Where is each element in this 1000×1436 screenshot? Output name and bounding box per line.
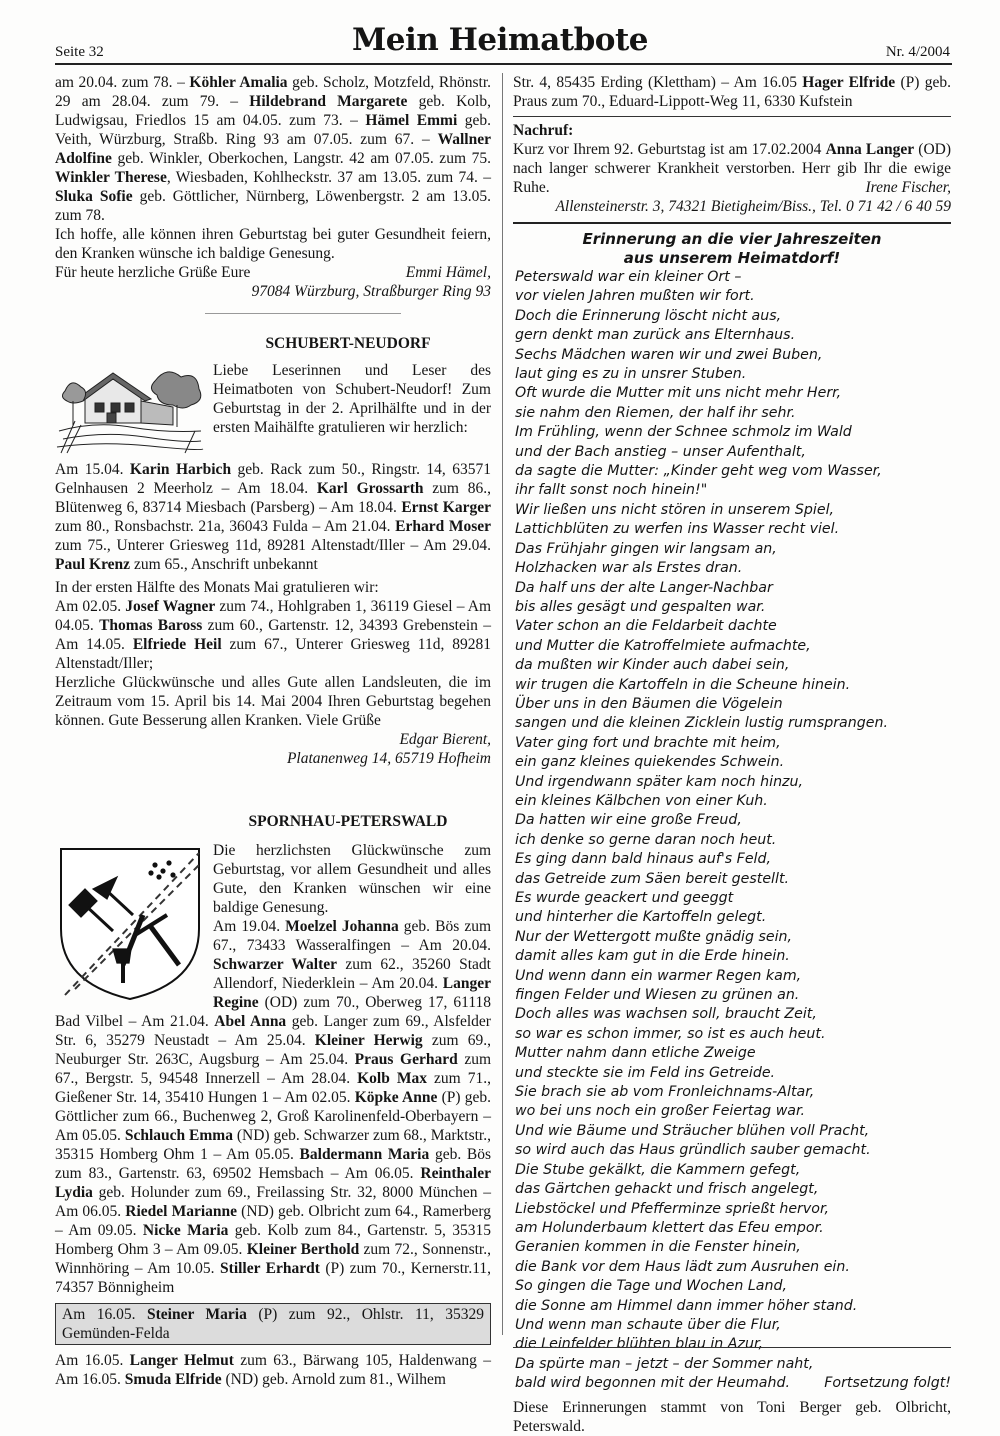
text-run: geb. Scholz, Motzfeld, Rhönstr. 29 am 28.04. zum 79. – — [55, 74, 491, 110]
schubert-may-birthdays — [55, 597, 491, 673]
text-run: Ich hoffe, alle können ihren Geburtstag bei guter Gesundheit feiern, den Kranken wünsche ich baldige Genesung. — [55, 226, 491, 262]
text-run: (P) geb. Göttlicher zum 66., Buchenweg 2, Groß Karolinenfeld-Oberbayern – Am 05.05. — [55, 1089, 491, 1144]
text-run: geb. Winkler, Oberkochen, Langstr. 42 am 07.05. zum 75. — [111, 150, 491, 167]
text-run: zum 62., 35260 Stadt Allendorf, Niederklein – Am 20.04. — [213, 956, 491, 992]
text-run: In der ersten Hälfte des Monats Mai gratulieren wir: — [55, 579, 379, 596]
left-column — [55, 73, 491, 1389]
text-run: (ND) geb. Arnold zum 81., Wilhem — [221, 1371, 446, 1388]
text-run: Die herzlichsten Glückwünsche zum Geburtstag, vor allem Gesundheit und alles Gute, den Kranken wünschen wir eine baldige Genesung. — [213, 842, 491, 916]
coat-of-arms-image — [55, 845, 205, 1003]
poem-line: das Gärtchen gehackt und frisch angelegt, — [515, 1181, 819, 1198]
nachruf-heading: Nachruf: — [513, 122, 574, 139]
name-bold: Kleiner Herwig — [314, 1032, 423, 1049]
greeting-row — [55, 263, 491, 282]
name-bold: Elfriede Heil — [132, 636, 222, 653]
name-bold: Langer Helmut — [129, 1352, 234, 1369]
text-run: zum 74., Hohlgraben 1, 36119 Giesel – Am 04.05. — [55, 598, 492, 634]
text-run: geb. Kolb, Ludwigsau, Friedlos 15 am 04.05. zum 73. – — [55, 93, 491, 129]
poem-line: die Sonne am Himmel dann immer höher stand. — [515, 1297, 858, 1314]
poem-line: Mutter nahm dann etliche Zweige — [515, 1045, 756, 1062]
house-illustration — [55, 361, 205, 456]
poem-line: so wird auch das Haus gründlich sauber gemacht. — [515, 1142, 871, 1159]
text-run: Am 16.05. — [55, 1352, 130, 1369]
page-number: Seite 32 — [55, 44, 104, 60]
poem-line: Vater schon an die Feldarbeit dachte — [515, 618, 777, 635]
text-run: (OD) zum 70., Oberweg 17, 61118 Bad Vilbel – Am 21.04. — [55, 994, 491, 1030]
nachruf-signature: Irene Fischer, — [865, 179, 951, 196]
poem-line: da sagte die Mutter: „Kinder geht weg vom Wasser, — [515, 463, 882, 480]
poem-line: ich denke so gerne daran noch heut. — [515, 831, 777, 848]
poem-line: Und irgendwann später kam noch hinzu, — [515, 773, 804, 790]
signature-address-2: Platanenweg 14, 65719 Hofheim — [286, 750, 491, 767]
poem-title-line: Erinnerung an die vier Jahreszeiten — [582, 230, 882, 248]
text-run: geb. Holunder zum 69., Freilassing Str. 32, 8000 München – Am 06.05. — [55, 1184, 491, 1220]
section-title-schubert-neudorf: SCHUBERT-NEUDORF — [265, 335, 431, 352]
text-run: zum 75., Unterer Griesweg 11d, 89281 Altenstadt/Iller – Am 29.04. — [55, 537, 491, 554]
text-run: Kurz vor Ihrem 92. Geburtstag ist am 17.02.2004 — [513, 141, 826, 158]
text-run: am 20.04. zum 78. – — [55, 74, 190, 91]
poem-line: bis alles gesägt und gespalten war. — [515, 598, 766, 615]
column-divider — [502, 73, 503, 1335]
poem-line: am Holunderbaum klettert das Efeu empor. — [515, 1219, 824, 1236]
poem-line: sie nahm den Riemen, der half ihr sehr. — [515, 404, 796, 421]
continued-birthdays — [513, 73, 951, 111]
poem-line: und steckte sie im Feld ins Getreide. — [515, 1064, 776, 1081]
poem-line: die Bank vor dem Haus lädt zum Ausruhen ein. — [515, 1258, 850, 1275]
poem-line: Es ging dann bald hinaus auf's Feld, — [515, 851, 772, 868]
poem-line: Und wenn dann ein warmer Regen kam, — [515, 967, 802, 984]
poem-line: ein kleines Kälbchen von einer Kuh. — [515, 792, 768, 809]
poem-line: Es wurde geackert und geeggt — [515, 890, 734, 906]
poem-body — [513, 268, 951, 1374]
name-bold: Kolb Max — [357, 1070, 428, 1087]
text-run: , Wiesbaden, Kohlheckstr. 37 am 13.05. zum 74. – — [166, 169, 491, 186]
poem-line: Holzhacken war als Erstes dran. — [515, 560, 743, 577]
name-bold: Riedel Marianne — [125, 1203, 238, 1220]
name-bold: Reinthaler Lydia — [55, 1165, 491, 1201]
poem-line: Über uns in den Bäumen die Vögelein — [515, 695, 783, 712]
masthead-title: Mein Heimatbote — [351, 22, 649, 58]
text-run: (OD) nach langer schwerer Krankheit verstorben. Herr gib Ihr die ewige Ruhe. — [513, 141, 952, 196]
poem-line: das Getreide zum Säen bereit gestellt. — [515, 870, 790, 887]
intro-wish — [55, 225, 491, 263]
text-run: zum 69., Neuburger Str. 263C, Augsburg – Am 25.04. — [55, 1032, 491, 1068]
signature-address: 97084 Würzburg, Straßburger Ring 93 — [251, 283, 491, 300]
continuation-note: Fortsetzung folgt! — [824, 1375, 951, 1392]
intro-paragraph — [55, 73, 491, 225]
signature-name: Emmi Hämel, — [405, 264, 491, 281]
poem-line: die Leinfelder blühten blau in Azur, — [515, 1336, 763, 1353]
poem-line: Nur der Wettergott mußte gnädig sein, — [515, 928, 793, 945]
text-run: geb. Kolb zum 84., Gartenstr. 5, 35315 Homberg Ohm 3 – Am 09.05. — [55, 1222, 491, 1258]
poem-line: so war es schon immer, so ist es auch heut. — [515, 1025, 826, 1042]
poem-line: gern denkt man zurück ans Elternhaus. — [515, 327, 796, 344]
poem-line: Doch alles was wachsen soll, braucht Zeit, — [515, 1006, 817, 1023]
poem-divider — [513, 222, 951, 224]
name-bold: Thomas Baross — [99, 617, 203, 634]
bottom-rule — [513, 1347, 951, 1348]
poem-line: Die Stube gekälkt, die Kammern gefegt, — [515, 1161, 801, 1178]
final-birthdays — [55, 1351, 491, 1389]
text-run: zum 86., Blütenweg 6, 83714 Miesbach (Parsberg) – Am 18.04. — [55, 480, 492, 516]
text-run: zum 80., Ronsbachstr. 21a, 36043 Fulda – Am 21.04. — [55, 518, 396, 535]
text-run: Am 15.04. — [55, 461, 130, 478]
poem-line: Und wenn man schaute über die Flur, — [515, 1316, 781, 1333]
text-run: Am 16.05. — [62, 1306, 147, 1323]
text-run: zum 72., Sonnenstr., Winnhöring – Am 10.05. — [55, 1241, 491, 1277]
name-bold: Smuda Elfride — [124, 1371, 222, 1388]
signature-name-2: Edgar Bierent, — [399, 731, 491, 748]
name-bold: Hager Elfride — [802, 74, 896, 91]
name-bold: Abel Anna — [214, 1013, 287, 1030]
poem-line: vor vielen Jahren mußten wir fort. — [515, 288, 755, 305]
text-run: geb. Bös zum 67., 73433 Wasseralfingen – Am 20.04. — [213, 918, 492, 954]
poem-line: Oft wurde die Mutter mit uns nicht mehr Herr, — [515, 385, 842, 402]
name-bold: Baldermann Maria — [299, 1146, 430, 1163]
poem-line: Da hatten wir eine große Freud, — [515, 812, 742, 829]
poem-line: Lattichblüten zu werfen ins Wasser recht viel. — [515, 521, 840, 538]
text-run: (ND) geb. Schwarzer zum 68., Marktstr., 35315 Homberg Ohm 1 – Am 05.05. — [55, 1127, 491, 1163]
poem-line: Doch die Erinnerung löscht nicht aus, — [515, 307, 782, 324]
text-run: Herzliche Glückwünsche und alles Gute allen Landsleuten, die im Zeitraum vom 15. April bis 14. Mai 2004 Ihren Geburtstag begehen können. Gute Besserung allen Kranken. Viele Grüße — [55, 674, 491, 729]
name-bold: Josef Wagner — [125, 598, 216, 615]
name-bold: Steiner Maria — [146, 1306, 247, 1323]
poem-line: wir trugen die Kartoffeln in die Scheune hinein. — [515, 676, 851, 693]
poem-line: ein ganz kleines quiekendes Schwein. — [515, 754, 785, 771]
name-bold: Paul Krenz — [55, 556, 131, 573]
poem-title — [513, 230, 951, 268]
name-bold: Köpke Anne — [354, 1089, 438, 1106]
name-bold: Wallner Adolfine — [55, 131, 491, 167]
text-run: zum 71., Gießener Str. 14, 35410 Hungen 1 – Am 02.05. — [55, 1070, 491, 1106]
poem-line: Peterswald war ein kleiner Ort – — [515, 269, 742, 285]
header-rule — [55, 63, 952, 65]
text-run: (ND) geb. Olbricht zum 64., Ramerberg – Am 09.05. — [55, 1203, 492, 1239]
schubert-may-intro — [55, 578, 491, 597]
text-run: zum 65., Anschrift unbekannt — [130, 556, 318, 573]
poem-line: und der Bach anstieg – unser Aufenthalt, — [515, 443, 806, 460]
name-bold: Langer Regine — [213, 975, 491, 1011]
name-bold: Schlauch Emma — [124, 1127, 233, 1144]
text-run: Liebe Leserinnen und Leser des Heimatboten von Schubert-Neudorf! Zum Geburtstag in der 2. Aprilhälfte und in der ersten Maihälfte gratulieren wir herzlich: — [213, 362, 491, 436]
text-run: Str. 4, 85435 Erding (Klettham) – Am 16.05 — [513, 74, 803, 91]
poem-line: damit alles kam gut in die Erde hinein. — [515, 948, 790, 965]
text-run: geb. Rack zum 50., Ringstr. 14, 63571 Gelnhausen 2 Meerholz – Am 18.04. — [55, 461, 491, 497]
name-bold: Ernst Karger — [401, 499, 491, 516]
nachruf-text — [513, 140, 951, 197]
poem-line: Im Frühling, wenn der Schnee schmolz im Wald — [515, 424, 852, 441]
text-run: geb. Bös zum 83., Gartenstr. 63, 69502 Hemsbach – Am 06.05. — [55, 1146, 492, 1182]
poem-line: Sechs Mädchen waren wir und zwei Buben, — [515, 346, 823, 363]
poem-line: und Mutter die Katroffelmiete aufmachte, — [515, 637, 811, 654]
poem-line: Geranien kommen in die Fenster hinein, — [515, 1239, 801, 1256]
poem-line: Vater ging fort und brachte mit heim, — [515, 734, 781, 751]
text-run: geb. Veith, Würzburg, Straßb. Ring 93 am 07.05. zum 67. – — [55, 112, 492, 148]
text-run: (P) geb. Praus zum 70., Eduard-Lippott-Weg 11, 6330 Kufstein — [513, 74, 952, 110]
text-run: Am 02.05. — [55, 598, 126, 615]
poem-line: sangen und die kleinen Zicklein lustig rumsprangen. — [515, 715, 888, 732]
poem-line: Und wie Bäume und Sträucher blühen voll Pracht, — [515, 1122, 870, 1139]
greeting-text: Für heute herzliche Grüße Eure — [55, 264, 251, 281]
text-run: Am 19.04. — [213, 918, 286, 935]
section-divider — [205, 313, 401, 314]
nachruf-address: Allensteinerstr. 3, 74321 Bietigheim/Biss., Tel. 0 71 42 / 6 40 59 — [555, 198, 951, 215]
poem-line: Da half uns der alte Langer-Nachbar — [515, 579, 773, 596]
name-bold: Praus Gerhard — [354, 1051, 458, 1068]
text-run: geb. Göttlicher, Nürnberg, Löwenbergstr. 2 am 13.05. zum 78. — [55, 188, 491, 224]
poem-line: und hinterher die Kartoffeln gelegt. — [515, 909, 767, 926]
name-bold: Hildebrand Margarete — [249, 93, 408, 110]
text-run: zum 67., Unterer Griesweg 11d, 89281 Altenstadt/Iller; — [55, 636, 492, 672]
poem-source-note: Diese Erinnerungen stammt von Toni Berger geb. Olbricht, Peterswald. — [513, 1398, 951, 1435]
issue-number: Nr. 4/2004 — [885, 44, 950, 60]
text-run: (P) zum 70., Kernerstr.11, 74357 Bönnigheim — [55, 1260, 491, 1296]
nachruf-divider — [513, 116, 951, 117]
poem-title-line: aus unserem Heimatdorf! — [623, 249, 841, 267]
name-bold: Nicke Maria — [142, 1222, 229, 1239]
name-bold: Erhard Moser — [395, 518, 491, 535]
poem-line: bald wird begonnen mit der Heumahd. — [515, 1375, 791, 1392]
spornhau-peterswald-section — [55, 841, 491, 1297]
poem-line: fingen Felder und Wiesen zu grünen an. — [515, 987, 800, 1004]
poem-line: Wir ließen uns nicht stören in unserem Spiel, — [515, 501, 835, 518]
text-run: zum 63., Bärwang 105, Haldenwang – Am 16.05. — [55, 1352, 491, 1388]
name-bold: Karin Harbich — [129, 461, 232, 478]
name-bold: Köhler Amalia — [189, 74, 288, 91]
poem-line: laut ging es zu in unsrer Stuben. — [515, 366, 747, 383]
right-column — [513, 73, 951, 1436]
name-bold: Moelzel Johanna — [285, 918, 399, 935]
poem-line: So gingen die Tage und Wochen Land, — [515, 1278, 788, 1295]
poem-line: ihr fallt sonst noch hinein!" — [515, 482, 708, 499]
schubert-closing — [55, 673, 491, 730]
poem-line: Da spürte man – jetzt – der Sommer naht, — [515, 1355, 814, 1372]
text-run: (P) zum 92., Ohlstr. 11, 35329 Gemünden-Felda — [62, 1306, 484, 1342]
name-bold: Sluka Sofie — [55, 188, 133, 205]
name-bold: Karl Grossarth — [316, 480, 424, 497]
name-bold: Stiller Erhardt — [220, 1260, 320, 1277]
poem-line: Liebstöckel und Pfefferminze sprießt hervor, — [515, 1200, 830, 1217]
name-bold: Anna Langer — [825, 141, 915, 158]
poem-line: da mußten wir Kinder auch dabei sein, — [515, 657, 790, 674]
text-run: zum 60., Gartenstr. 12, 34393 Grebenstein – Am 14.05. — [55, 617, 491, 653]
name-bold: Hämel Emmi — [365, 112, 458, 129]
poem-line: wo bei uns noch ein großer Feiertag war. — [515, 1103, 806, 1120]
name-bold: Kleiner Berthold — [246, 1241, 360, 1258]
poem-line: Das Frühjahr gingen wir langsam an, — [515, 540, 777, 557]
name-bold: Winkler Therese — [55, 169, 167, 186]
poem-last-row — [513, 1374, 951, 1393]
name-bold: Schwarzer Walter — [213, 956, 338, 973]
text-run: zum 67., Bergstr. 5, 94548 Innerzell – Am 28.04. — [55, 1051, 492, 1087]
text-run: geb. Langer zum 69., Alsfelder Str. 6, 35279 Neustadt – Am 25.04. — [55, 1013, 491, 1049]
highlighted-birthday-box — [55, 1303, 491, 1345]
section-title-spornhau-peterswald: SPORNHAU-PETERSWALD — [248, 813, 448, 830]
schubert-neudorf-section — [55, 361, 491, 768]
schubert-april-birthdays — [55, 460, 491, 574]
poem-line: Sie brach sie ab vom Fronleichnams-Altar, — [515, 1084, 815, 1101]
